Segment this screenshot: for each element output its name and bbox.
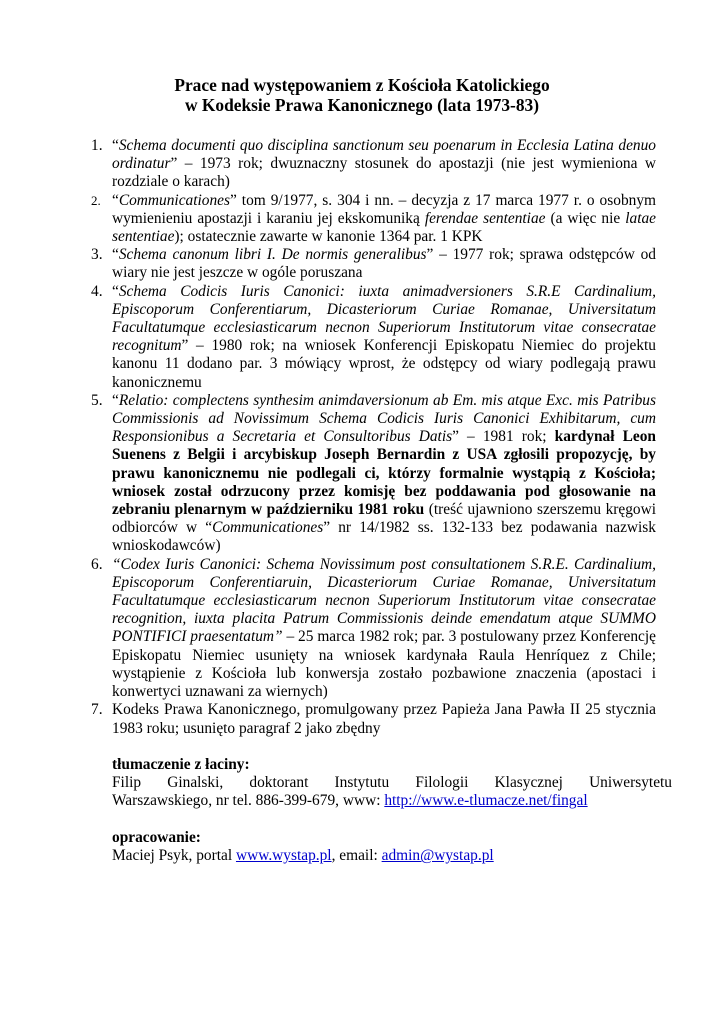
- portal-link[interactable]: www.wystap.pl: [235, 847, 332, 865]
- bold-passage: kardynał Leon Suenens z Belgii i arcybiskup Joseph Bernardin z USA zgłosili propozycję, by prawu kanonicznemu nie podlegali ci, którzy formalnie wystąpią z Kościoła; wniosek został odrzucony przez komisję bez poddawania pod głosowanie na zebraniu plenarnym w październiku 1981 roku: [112, 428, 656, 519]
- page-title-line-1: Prace nad występowaniem z Kościoła Katolickiego: [174, 75, 550, 95]
- latin-title: Communicationes: [118, 191, 230, 209]
- history-list: [91, 137, 657, 738]
- latin-phrase: ferendae sententiae: [424, 209, 546, 227]
- translation-heading: tłumaczenie z łaciny:: [112, 756, 250, 773]
- translator-contact-line: Warszawskiego, nr tel. 886-399-679, www: http://www.e-tlumacze.net/fingal: [112, 792, 588, 810]
- list-item-number: 3.: [91, 246, 103, 264]
- latin-phrase: latae sententiae: [112, 209, 656, 246]
- list-item-number: 5.: [91, 391, 103, 409]
- latin-title: Relatio: complectens synthesim animdaversionum ab Em. mis atque Exc. mis Patribus Commissionis ad Novissimum Schema Codicis Iuris Canonici Exhibitarum, cum Responsionibus a Secretaria et Consultoribus Datis: [112, 391, 656, 446]
- latin-title: “Codex Iuris Canonici: Schema Novissimum post consultationem S.R.E. Cardinalium, Episcoporum Conferentiaruin, Dicasteriorum Curiae Romanae, Universitatum Facultatumque ecclesiasticarum necnon Superiorum Institutorum vitae consecratae recognition, iuxta placita Patrum Commissionis deinde emendatum atque SUMMO PONTIFICI praesentatum”: [112, 555, 656, 646]
- list-item-number: 6.: [91, 555, 103, 573]
- list-item: 2. “Communicationes” tom 9/1977, s. 304 i nn. – decyzja z 17 marca 1977 r. o osobnym wymienieniu apostazji i karaniu jej ekskomuniką ferendae sententiae (a więc nie latae sententiae); ostatecznie zawarte w kanonie 1364 par. 1 KPK: [91, 191, 656, 246]
- editor-credits: [112, 829, 672, 865]
- latin-title: Communicationes: [212, 519, 324, 537]
- latin-title: Schema canonum libri I. De normis generalibus: [118, 246, 427, 264]
- list-item: 4. “Schema Codicis Iuris Canonici: iuxta animadversioners S.R.E Cardinalium, Episcoporum Conferentiarum, Dicasteriorum Curiae Romanae, Universitatum Facultatumque ecclesiasticarum necnon Superiorum Institutorum vitae consecratae recognitum” – 1980 rok; na wniosek Konferencji Episkopatu Niemiec do projektu kanonu 11 dodano par. 3 mówiący wprost, że odstępcy od wiary podlegają prawu kanonicznemu: [91, 282, 656, 391]
- list-item-number: 2.: [91, 192, 101, 208]
- editor-heading: opracowanie:: [112, 829, 201, 846]
- list-item: 3. “Schema canonum libri I. De normis generalibus” – 1977 rok; sprawa odstępców od wiary nie jest jeszcze w ogóle poruszana: [91, 246, 656, 282]
- list-item: 7. Kodeks Prawa Kanonicznego, promulgowany przez Papieża Jana Pawła II 25 stycznia 1983 roku; usunięto paragraf 2 jako zbędny: [91, 701, 656, 737]
- latin-title: Schema documenti quo disciplina sanctionum seu poenarum in Ecclesia Latina denuo ordinatur: [112, 137, 656, 173]
- editor-line: Maciej Psyk, portal www.wystap.pl, email: admin@wystap.pl: [112, 847, 494, 865]
- list-item-number: 4.: [91, 282, 103, 300]
- list-item-number: 7.: [91, 701, 103, 719]
- list-item: 1. “Schema documenti quo disciplina sanctionum seu poenarum in Ecclesia Latina denuo ordinatur” – 1973 rok; dwuznaczny stosunek do apostazji (nie jest wymieniona w rozdziale o karach): [91, 137, 656, 191]
- translation-credits: [112, 756, 672, 811]
- translator-line: Filip Ginalski, doktorant Instytutu Filologii Klasycznej Uniwersytetu: [112, 774, 672, 792]
- latin-title: Schema Codicis Iuris Canonici: iuxta animadversioners S.R.E Cardinalium, Episcoporum Conferentiarum, Dicasteriorum Curiae Romanae, Universitatum Facultatumque ecclesiasticarum necnon Superiorum Institutorum vitae consecratae recognitum: [112, 282, 656, 355]
- list-item-number: 1.: [91, 137, 103, 154]
- page-title-line-2: w Kodeksie Prawa Kanonicznego (lata 1973-83): [184, 95, 540, 115]
- list-item: 5. “Relatio: complectens synthesim animdaversionum ab Em. mis atque Exc. mis Patribus Commissionis ad Novissimum Schema Codicis Iuris Canonici Exhibitarum, cum Responsionibus a Secretaria et Consultoribus Datis” – 1981 rok; kardynał Leon Suenens z Belgii i arcybiskup Joseph Bernardin z USA zgłosili propozycję, by prawu kanonicznemu nie podlegali ci, którzy formalnie wystąpią z Kościoła; wniosek został odrzucony przez komisję bez poddawania pod głosowanie na zebraniu plenarnym w październiku 1981 roku (treść ujawniono szerszemu kręgowi odbiorców w “Communicationes” nr 14/1982 ss. 132-133 bez podawania nazwisk wnioskodawców): [91, 391, 657, 555]
- list-item: 6. “Codex Iuris Canonici: Schema Novissimum post consultationem S.R.E. Cardinalium, Episcoporum Conferentiaruin, Dicasteriorum Curiae Romanae, Universitatum Facultatumque ecclesiasticarum necnon Superiorum Institutorum vitae consecratae recognition, iuxta placita Patrum Commissionis deinde emendatum atque SUMMO PONTIFICI praesentatum” – 25 marca 1982 rok; par. 3 postulowany przez Konferencję Episkopatu Niemiec usunięty na wniosek kardynała Raula Henríquez z Chile; wystąpienie z Kościoła lub konwersja zostało pozbawione znaczenia (apostaci i konwertyci uznawani za wiernych): [91, 555, 656, 701]
- email-link[interactable]: admin@wystap.pl: [381, 847, 494, 865]
- translator-website-link[interactable]: http://www.e-tlumacze.net/fingal: [384, 792, 588, 810]
